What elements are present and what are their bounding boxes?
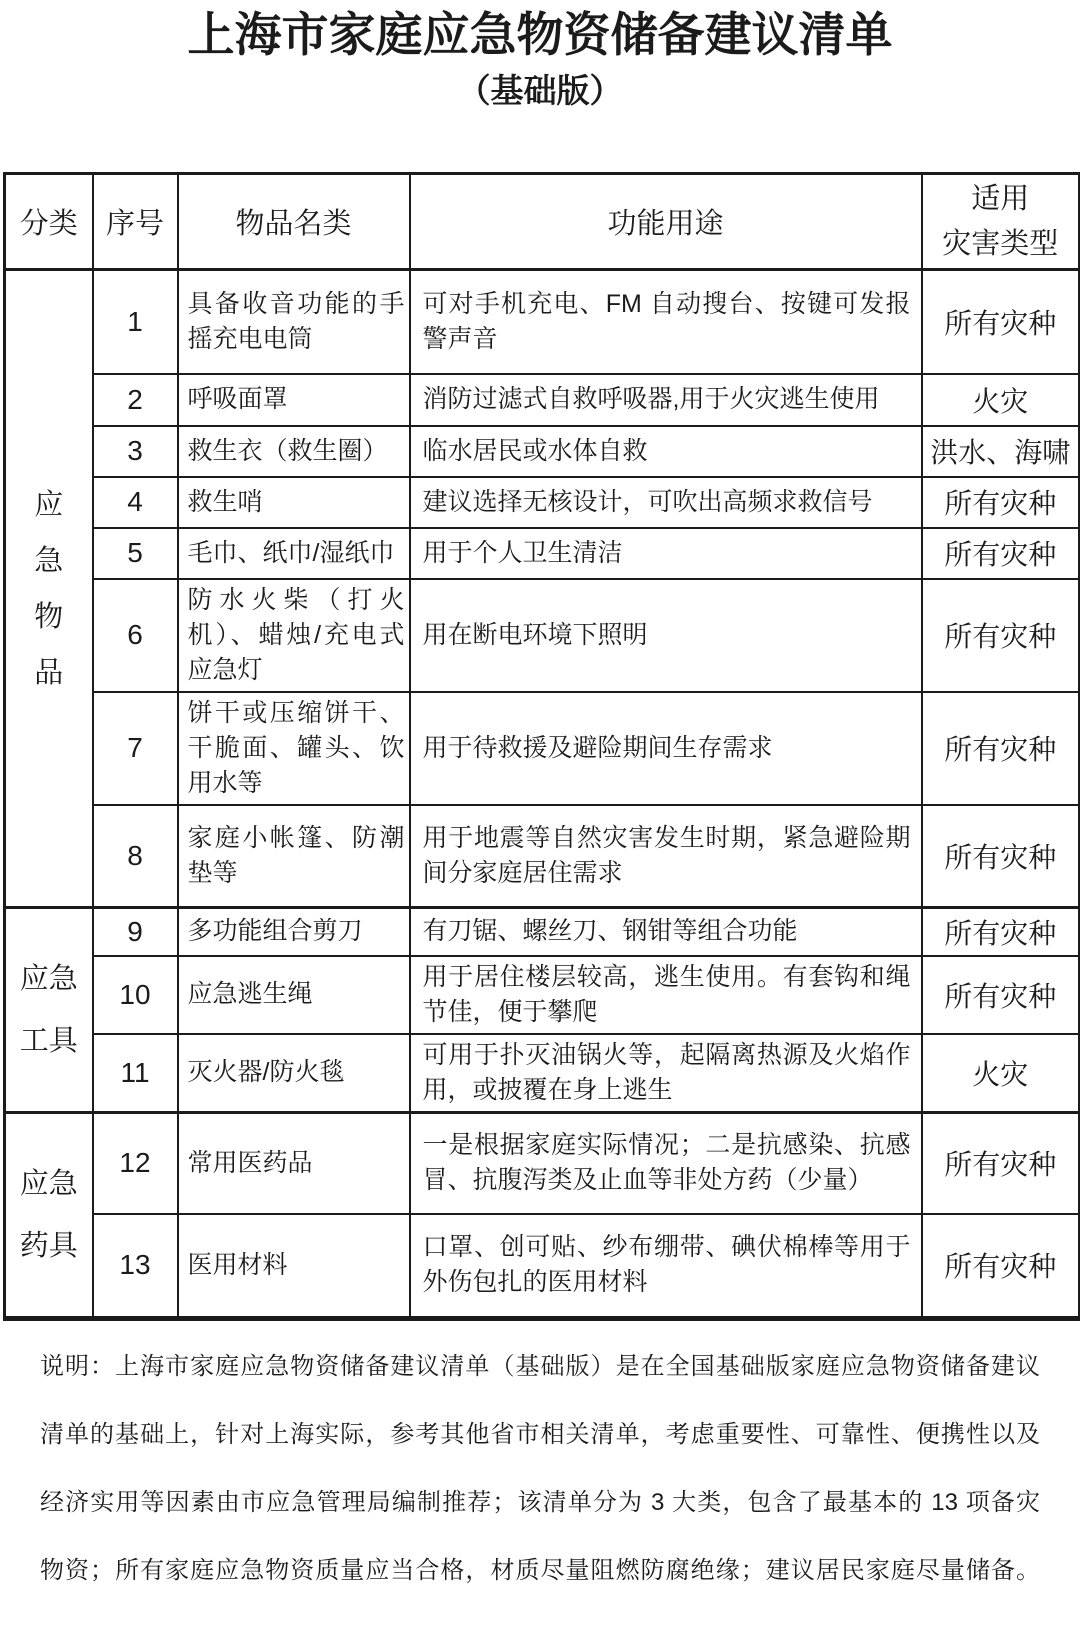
table-row: [5, 528, 1080, 579]
function-cell: 一是根据家庭实际情况；二是抗感染、抗感冒、抗腹泻类及止血等非处方药（少量）: [410, 1112, 922, 1214]
category-cell-emergency-medical: [5, 1112, 93, 1318]
function-cell: 用于个人卫生清洁: [410, 528, 922, 579]
table-row: [5, 1112, 1080, 1214]
table-row: [5, 374, 1080, 426]
category-label-line: 急: [34, 544, 64, 577]
item-name-cell: 毛巾、纸巾/湿纸巾: [178, 528, 410, 579]
disaster-type-cell: 所有灾种: [922, 805, 1080, 908]
disaster-type-cell: 所有灾种: [922, 270, 1080, 374]
serial-number-cell: 12: [93, 1112, 178, 1214]
item-name-cell: 应急逃生绳: [178, 956, 410, 1034]
col-header-disaster-type: [922, 174, 1080, 270]
emergency-supplies-table: [3, 172, 1080, 1321]
disaster-type-cell: 所有灾种: [922, 956, 1080, 1034]
page-subtitle: （基础版）: [457, 72, 623, 109]
disaster-type-cell: 火灾: [922, 1034, 1080, 1113]
table-row: [5, 1214, 1080, 1318]
function-cell: 用于地震等自然灾害发生时期，紧急避险期间分家庭居住需求: [410, 805, 922, 908]
disaster-type-cell: 火灾: [922, 374, 1080, 426]
col-header-disaster-line: 灾害类型: [942, 227, 1059, 260]
disaster-type-cell: 所有灾种: [922, 477, 1080, 528]
note-line: 物资；所有家庭应急物资质量应当合格，材质尽量阻燃防腐绝缘；建议居民家庭尽量储备。: [40, 1556, 1040, 1584]
note-text: [40, 1333, 1040, 1605]
serial-number-cell: 5: [93, 528, 178, 579]
category-label-line: 药具: [19, 1229, 78, 1262]
table-row: [5, 805, 1080, 908]
note-line: 经济实用等因素由市应急管理局编制推荐；该清单分为 3 大类，包含了最基本的 13 项备灾: [40, 1488, 1040, 1516]
item-name-cell: 家庭小帐篷、防潮垫等: [178, 805, 410, 908]
disaster-type-cell: 洪水、海啸: [922, 426, 1080, 477]
item-name-cell: 呼吸面罩: [178, 374, 410, 426]
disaster-type-cell: 所有灾种: [922, 692, 1080, 805]
table-row: [5, 908, 1080, 956]
serial-number-cell: 9: [93, 908, 178, 956]
col-header-serial: 序号: [93, 174, 178, 270]
table-row: [5, 579, 1080, 692]
item-name-cell: 具备收音功能的手摇充电电筒: [178, 270, 410, 374]
disaster-type-cell: 所有灾种: [922, 908, 1080, 956]
disaster-type-cell: 所有灾种: [922, 579, 1080, 692]
category-cell-emergency-tools: [5, 908, 93, 1113]
item-name-cell: 医用材料: [178, 1214, 410, 1318]
serial-number-cell: 10: [93, 956, 178, 1034]
function-cell: 用在断电环境下照明: [410, 579, 922, 692]
function-cell: 可对手机充电、FM 自动搜台、按键可发报警声音: [410, 270, 922, 374]
category-label-line: 工具: [19, 1024, 78, 1057]
note-line: 清单的基础上，针对上海实际，参考其他省市相关清单，考虑重要性、可靠性、便携性以及: [40, 1420, 1040, 1448]
serial-number-cell: 4: [93, 477, 178, 528]
item-name-cell: 常用医药品: [178, 1112, 410, 1214]
function-cell: 可用于扑灭油锅火等，起隔离热源及火焰作用，或披覆在身上逃生: [410, 1034, 922, 1113]
function-cell: 口罩、创可贴、纱布绷带、碘伏棉棒等用于外伤包扎的医用材料: [410, 1214, 922, 1318]
col-header-category: 分类: [5, 174, 93, 270]
col-header-function: 功能用途: [410, 174, 922, 270]
category-label-line: 应急: [19, 1167, 78, 1200]
page-title: 上海市家庭应急物资储备建议清单: [187, 8, 893, 61]
disaster-type-cell: 所有灾种: [922, 528, 1080, 579]
category-label-line: 应: [34, 488, 64, 521]
item-name-cell: 灭火器/防火毯: [178, 1034, 410, 1113]
item-name-cell: 救生衣（救生圈）: [178, 426, 410, 477]
category-label-line: 应急: [19, 962, 78, 995]
category-label-line: 品: [34, 656, 64, 689]
header-row: [5, 174, 1080, 270]
table-row: [5, 270, 1080, 374]
function-cell: 用于居住楼层较高，逃生使用。有套钩和绳节佳，便于攀爬: [410, 956, 922, 1034]
disaster-type-cell: 所有灾种: [922, 1112, 1080, 1214]
function-cell: 有刀锯、螺丝刀、钢钳等组合功能: [410, 908, 922, 956]
table-row: [5, 1034, 1080, 1113]
function-cell: 消防过滤式自救呼吸器,用于火灾逃生使用: [410, 374, 922, 426]
serial-number-cell: 6: [93, 579, 178, 692]
function-cell: 用于待救援及避险期间生存需求: [410, 692, 922, 805]
table-row: [5, 956, 1080, 1034]
note-line: 说明：上海市家庭应急物资储备建议清单（基础版）是在全国基础版家庭应急物资储备建议: [40, 1352, 1040, 1380]
col-header-disaster-line: 适用: [971, 182, 1030, 215]
category-cell-emergency-supplies: [5, 270, 93, 908]
serial-number-cell: 13: [93, 1214, 178, 1318]
function-cell: 临水居民或水体自救: [410, 426, 922, 477]
serial-number-cell: 3: [93, 426, 178, 477]
serial-number-cell: 7: [93, 692, 178, 805]
table-row: [5, 477, 1080, 528]
serial-number-cell: 8: [93, 805, 178, 908]
col-header-item-name: 物品名类: [178, 174, 410, 270]
serial-number-cell: 1: [93, 270, 178, 374]
serial-number-cell: 11: [93, 1034, 178, 1113]
disaster-type-cell: 所有灾种: [922, 1214, 1080, 1318]
function-cell: 建议选择无核设计，可吹出高频求救信号: [410, 477, 922, 528]
table-row: [5, 426, 1080, 477]
category-label-line: 物: [34, 600, 64, 633]
item-name-cell: 多功能组合剪刀: [178, 908, 410, 956]
table-row: [5, 692, 1080, 805]
item-name-cell: 救生哨: [178, 477, 410, 528]
item-name-cell: 防水火柴（打火机）、蜡烛/充电式应急灯: [178, 579, 410, 692]
item-name-cell: 饼干或压缩饼干、干脆面、罐头、饮用水等: [178, 692, 410, 805]
serial-number-cell: 2: [93, 374, 178, 426]
